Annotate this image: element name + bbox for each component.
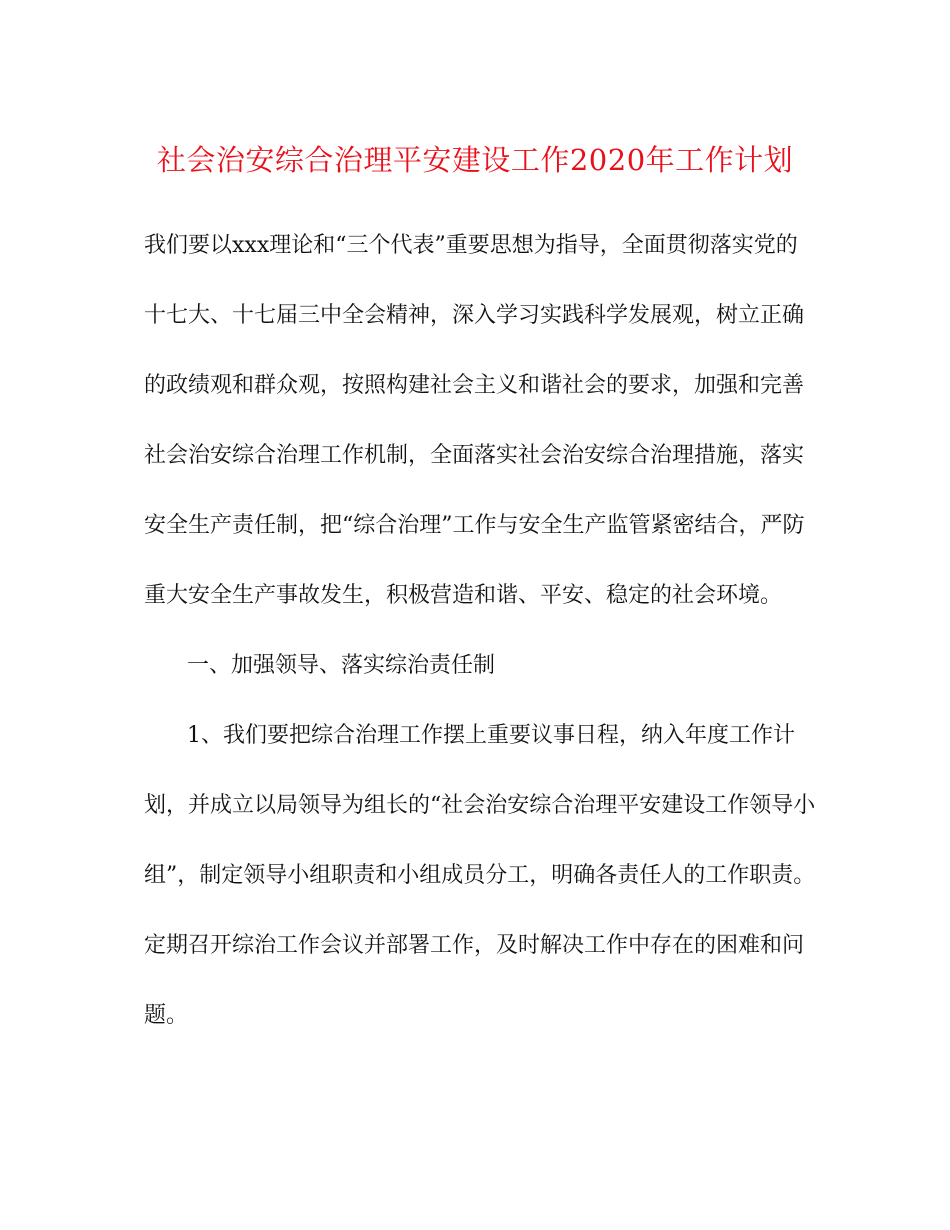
paragraph-line: 题。 bbox=[144, 1003, 189, 1028]
paragraph-line: 十七大、十七届三中全会精神，深入学习实践科学发展观，树立正确 bbox=[144, 303, 805, 328]
paragraph-line: 安全生产责任制，把“综合治理”工作与安全生产监管紧密结合，严防 bbox=[144, 513, 805, 538]
paragraph-line: 1、我们要把综合治理工作摆上重要议事日程，纳入年度工作计 bbox=[187, 723, 795, 748]
section-heading: 一、加强领导、落实综治责任制 bbox=[187, 653, 496, 678]
paragraph-line: 重大安全生产事故发生，积极营造和谐、平安、稳定的社会环境。 bbox=[144, 583, 783, 608]
paragraph-line: 我们要以xxx理论和“三个代表”重要思想为指导，全面贯彻落实党的 bbox=[144, 233, 798, 258]
paragraph-line: 组”，制定领导小组职责和小组成员分工，明确各责任人的工作职责。 bbox=[144, 863, 816, 888]
paragraph-line: 的政绩观和群众观，按照构建社会主义和谐社会的要求，加强和完善 bbox=[144, 373, 805, 398]
paragraph-line: 定期召开综治工作会议并部署工作，及时解决工作中存在的困难和问 bbox=[144, 933, 805, 958]
document-title: 社会治安综合治理平安建设工作2020年工作计划 bbox=[156, 143, 794, 177]
paragraph-line: 社会治安综合治理工作机制，全面落实社会治安综合治理措施，落实 bbox=[144, 443, 805, 468]
paragraph-line: 划，并成立以局领导为组长的“社会治安综合治理平安建设工作领导小 bbox=[144, 793, 816, 818]
